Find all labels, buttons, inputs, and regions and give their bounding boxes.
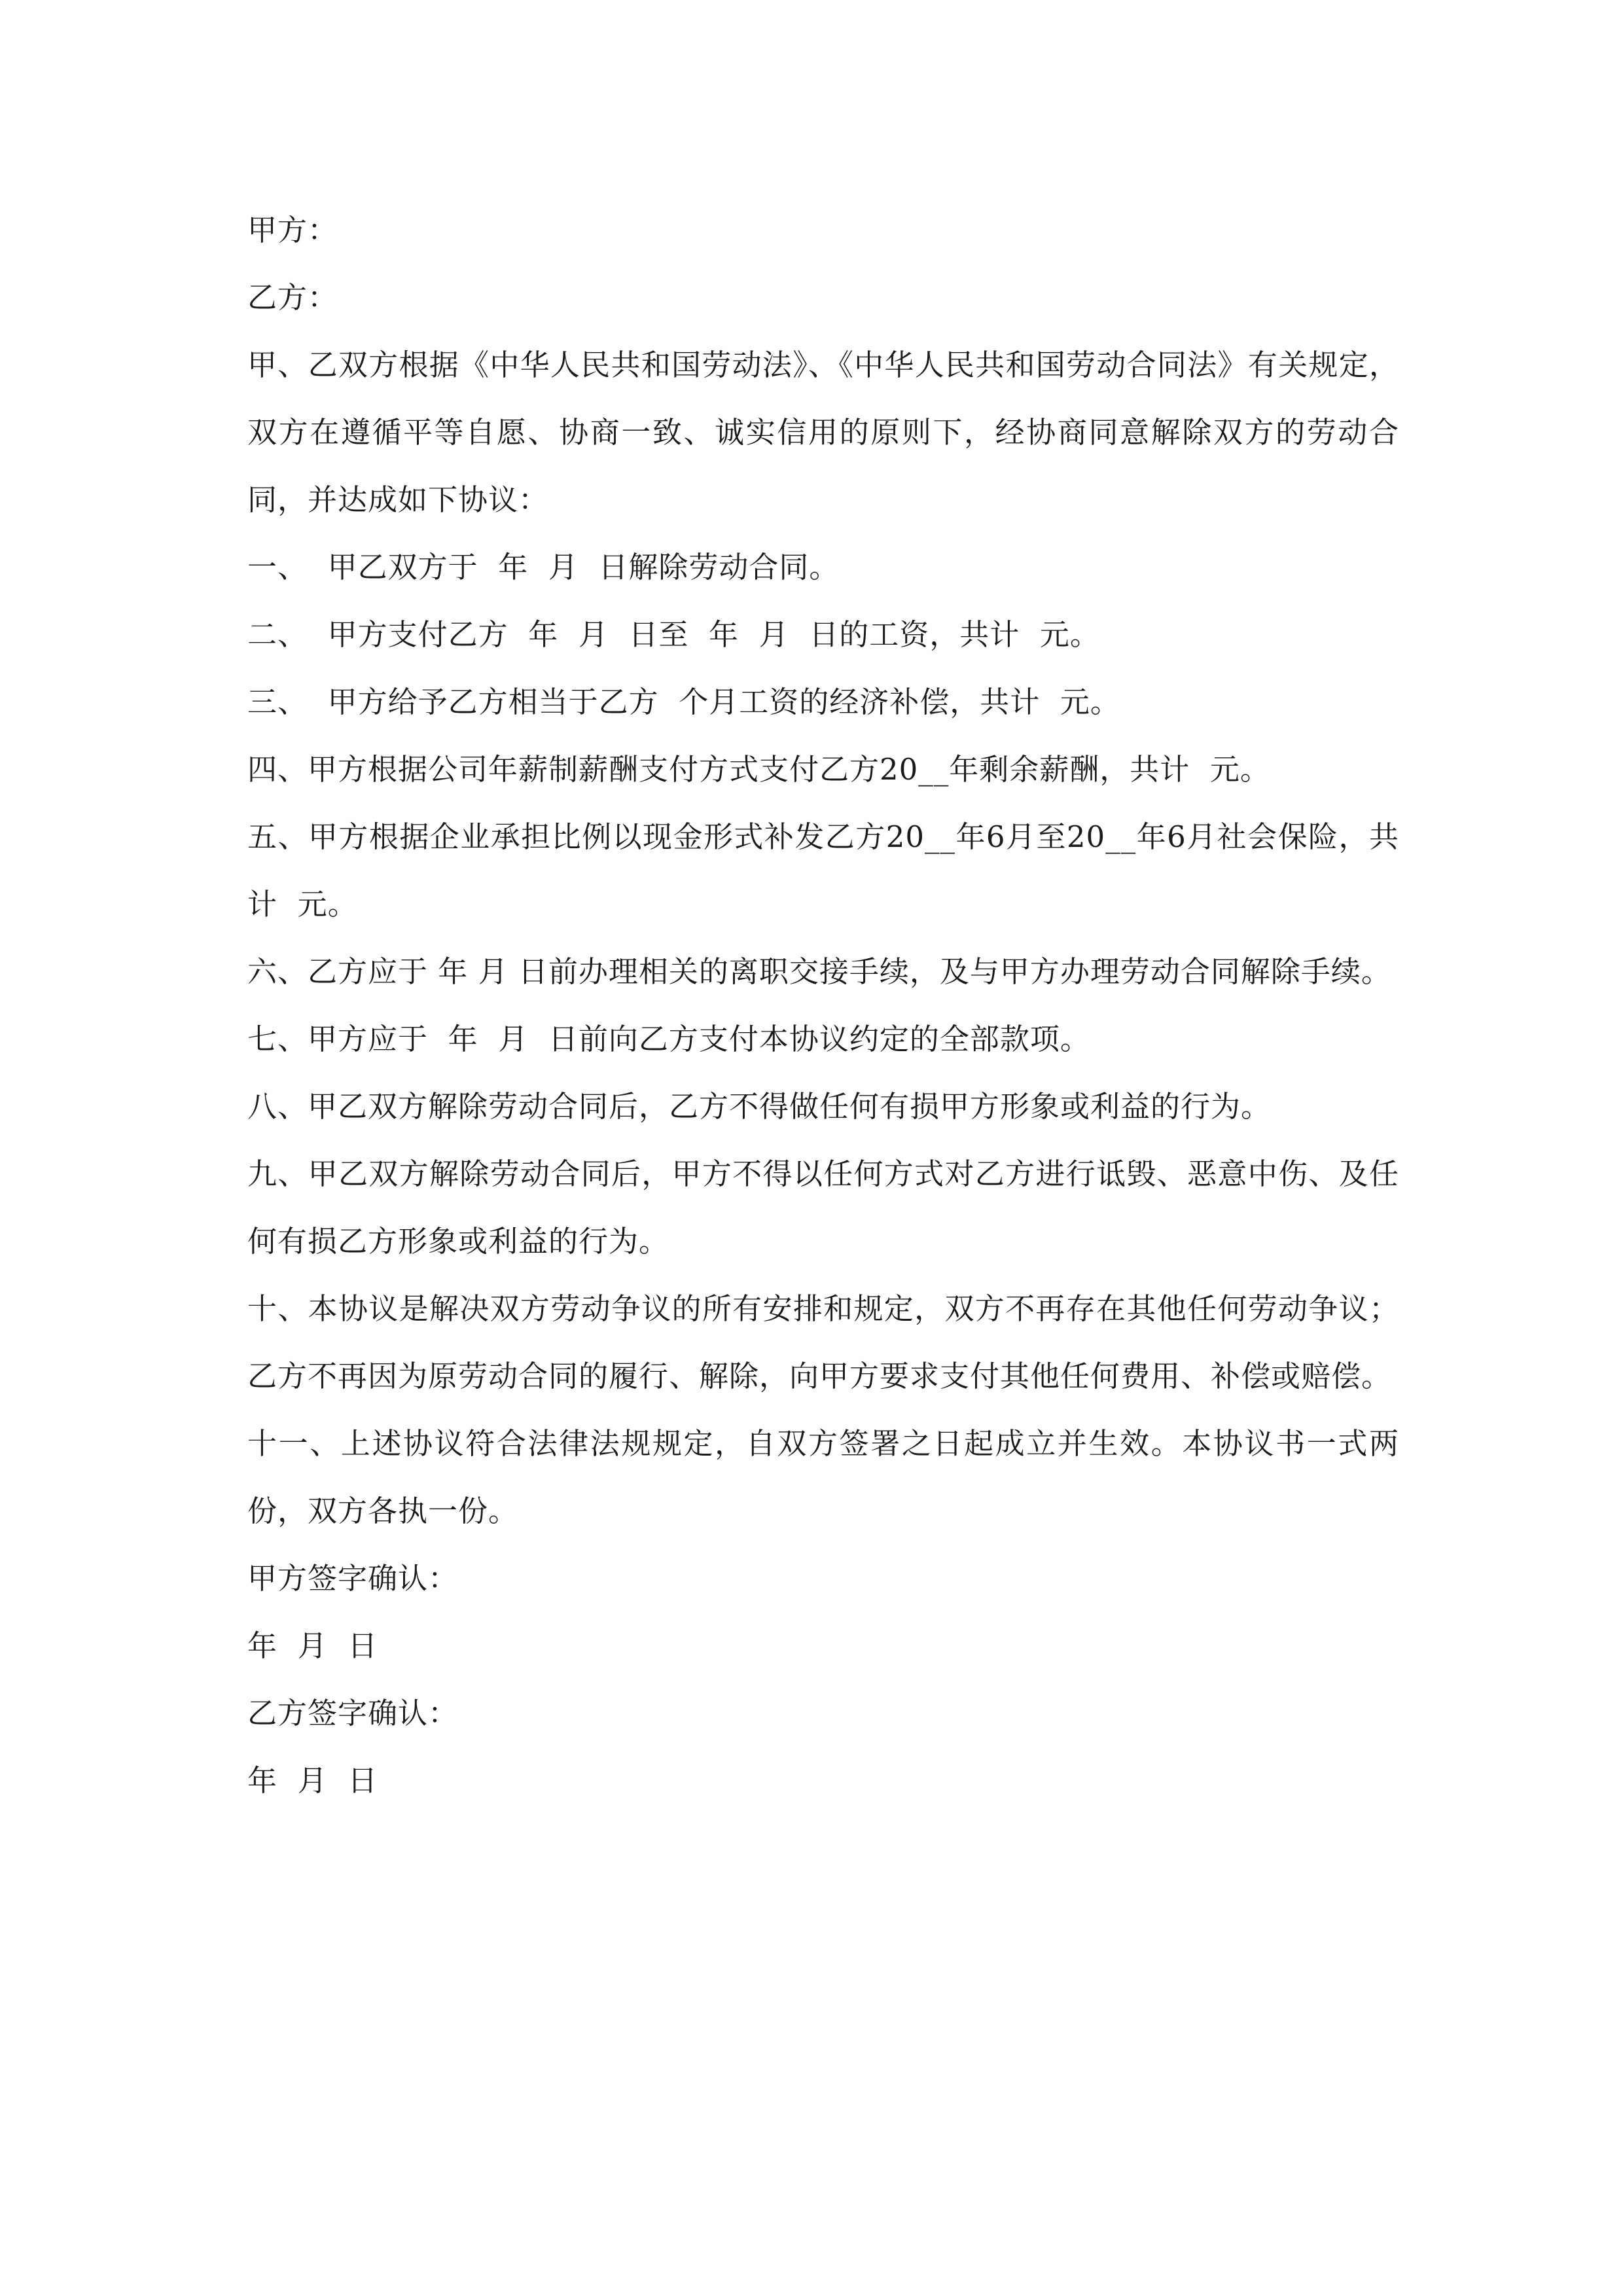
clause-2: 二、 甲方支付乙方 年 月 日至 年 月 日的工资，共计 元。 bbox=[247, 617, 1100, 652]
clause-4: 四、甲方根据公司年薪制薪酬支付方式支付乙方20__年剩余薪酬，共计 元。 bbox=[247, 752, 1270, 787]
clause-3: 三、 甲方给予乙方相当于乙方 个月工资的经济补偿，共计 元。 bbox=[247, 685, 1120, 719]
clause-7: 七、甲方应于 年 月 日前向乙方支付本协议约定的全部款项。 bbox=[247, 1022, 1090, 1056]
clause-10: 十、本协议是解决双方劳动争议的所有安排和规定，双方不再存在其他任何劳动争议；乙方不再因为原劳动合同的履行、解除，向甲方要求支付其他任何费用、补偿或赔偿。 bbox=[247, 1291, 1399, 1393]
clause-1: 一、 甲乙双方于 年 月 日解除劳动合同。 bbox=[247, 550, 840, 584]
clause-9: 九、甲乙双方解除劳动合同后，甲方不得以任何方式对乙方进行诋毁、恶意中伤、及任何有损乙方形象或利益的行为。 bbox=[247, 1157, 1399, 1259]
document-body bbox=[247, 196, 1399, 1814]
party-a-label: 甲方： bbox=[247, 213, 338, 247]
clause-5: 五、甲方根据企业承担比例以现金形式补发乙方20__年6月至20__年6月社会保险，共计 元。 bbox=[247, 819, 1399, 922]
preamble-paragraph: 甲、乙双方根据《中华人民共和国劳动法》、《中华人民共和国劳动合同法》有关规定，双方在遵循平等自愿、协商一致、诚实信用的原则下，经协商同意解除双方的劳动合同，并达成如下协议： bbox=[247, 348, 1399, 517]
party-b-signature-label: 乙方签字确认： bbox=[247, 1696, 459, 1731]
party-a-signature-label: 甲方签字确认： bbox=[247, 1561, 459, 1596]
party-b-date: 年 月 日 bbox=[247, 1763, 378, 1798]
party-b-label: 乙方： bbox=[247, 280, 338, 315]
clause-6: 六、乙方应于 年 月 日前办理相关的离职交接手续，及与甲方办理劳动合同解除手续。 bbox=[247, 954, 1391, 989]
clause-8: 八、甲乙双方解除劳动合同后，乙方不得做任何有损甲方形象或利益的行为。 bbox=[247, 1089, 1272, 1124]
clause-11: 十一、上述协议符合法律法规规定，自双方签署之日起成立并生效。本协议书一式两份，双方各执一份。 bbox=[247, 1426, 1399, 1528]
party-a-date: 年 月 日 bbox=[247, 1628, 378, 1663]
